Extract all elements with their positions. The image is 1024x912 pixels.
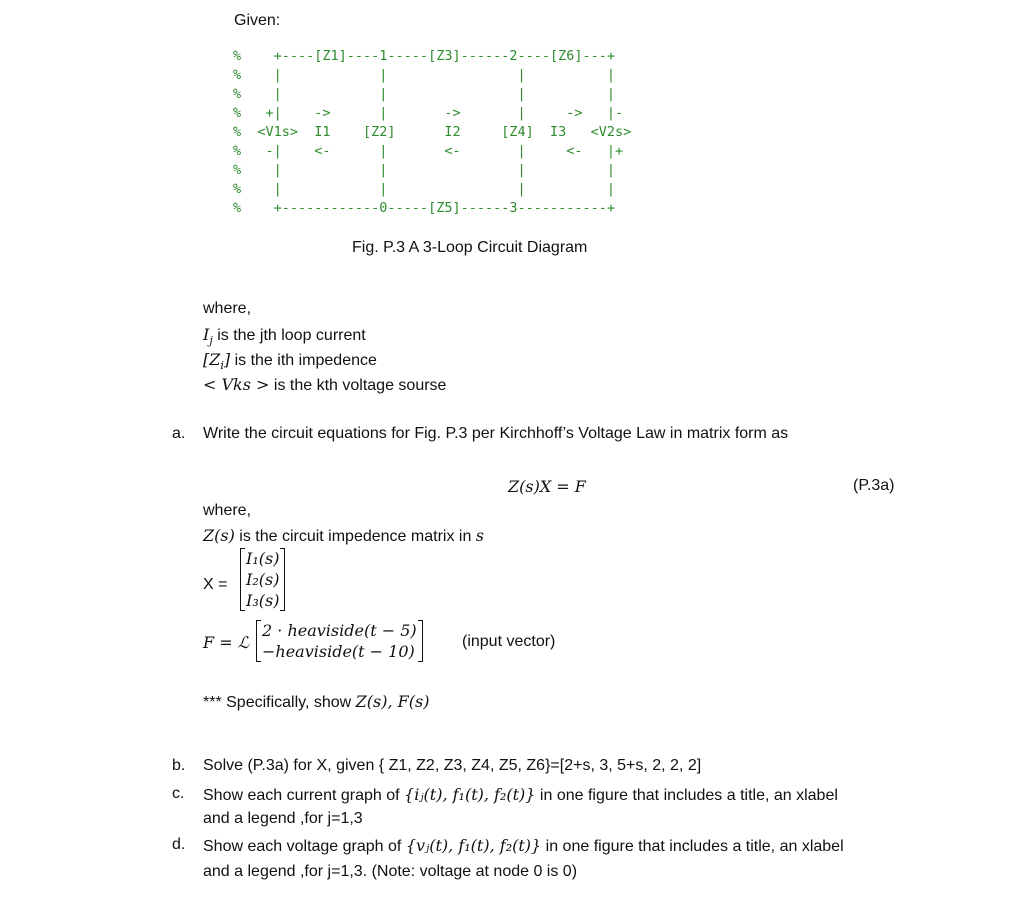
circuit-line: % +----[Z1]----1-----[Z3]------2----[Z6]---+ (233, 48, 616, 64)
x-entry: I₂(s) (246, 570, 280, 589)
where-label: where, (203, 300, 252, 317)
matrix-equation: Z(s)X = F (508, 477, 586, 496)
part-b-text: Solve (P.3a) for X, given { Z1, Z2, Z3, Z4, Z5, Z6}=[2+s, 3, 5+s, 2, 2, 2] (203, 757, 702, 774)
circuit-line: % <V1s> I1 [Z2] I2 [Z4] I3 <V2s> (233, 124, 632, 140)
circuit-line: % | | | | (233, 162, 616, 178)
part-c-letter: c. (172, 785, 185, 802)
definition-loop-current: $I_j$ is the jth loop current (203, 325, 366, 348)
part-d-text-line2: and a legend ,for j=1,3. (Note: voltage at node 0 is 0) (203, 863, 578, 880)
input-vector-note: (input vector) (462, 633, 556, 650)
circuit-line: % | | | | (233, 181, 616, 197)
circuit-line: % | | | | (233, 86, 616, 102)
circuit-line: % +------------0-----[Z5]------3-----------+ (233, 200, 616, 216)
x-vector (240, 548, 285, 611)
x-entry: I₃(s) (246, 591, 280, 610)
part-d-text: Show each voltage graph of {vⱼ(t), f₁(t), f₂(t)} in one figure that includes a title, an xlabel (203, 836, 844, 855)
equation-label: (P.3a) (853, 477, 895, 494)
x-entry: I₁(s) (246, 549, 280, 568)
part-b-letter: b. (172, 757, 186, 774)
f-vector (256, 620, 423, 662)
definition-z-matrix: Z(s) is the circuit impedence matrix in s (203, 526, 485, 545)
given-label: Given: (234, 12, 281, 29)
figure-caption: Fig. P.3 A 3-Loop Circuit Diagram (352, 239, 588, 256)
part-a-letter: a. (172, 425, 186, 442)
x-lhs: X = (203, 576, 228, 593)
definition-impedance: $[Z_i]$ is the ith impedence (203, 350, 377, 373)
circuit-line: % +| -> | -> | -> |- (233, 105, 624, 121)
part-d-letter: d. (172, 836, 186, 853)
f-entry: −heaviside(t − 10) (262, 642, 415, 661)
circuit-line: % -| <- | <- | <- |+ (233, 143, 624, 159)
f-entry: 2 · heaviside(t − 5) (262, 621, 417, 640)
part-a-text: Write the circuit equations for Fig. P.3 per Kirchhoff’s Voltage Law in matrix form as (203, 425, 789, 442)
where-label-2: where, (203, 502, 252, 519)
specifically-note: *** Specifically, show Z(s), F(s) (203, 692, 430, 711)
part-c-text: Show each current graph of {iⱼ(t), f₁(t), f₂(t)} in one figure that includes a title, an xlabel (203, 785, 838, 804)
f-lhs: F = ℒ (203, 633, 250, 652)
circuit-line: % | | | | (233, 67, 616, 83)
part-c-text-line2: and a legend ,for j=1,3 (203, 810, 363, 827)
definition-voltage-source: < Vks > is the kth voltage sourse (203, 375, 447, 394)
